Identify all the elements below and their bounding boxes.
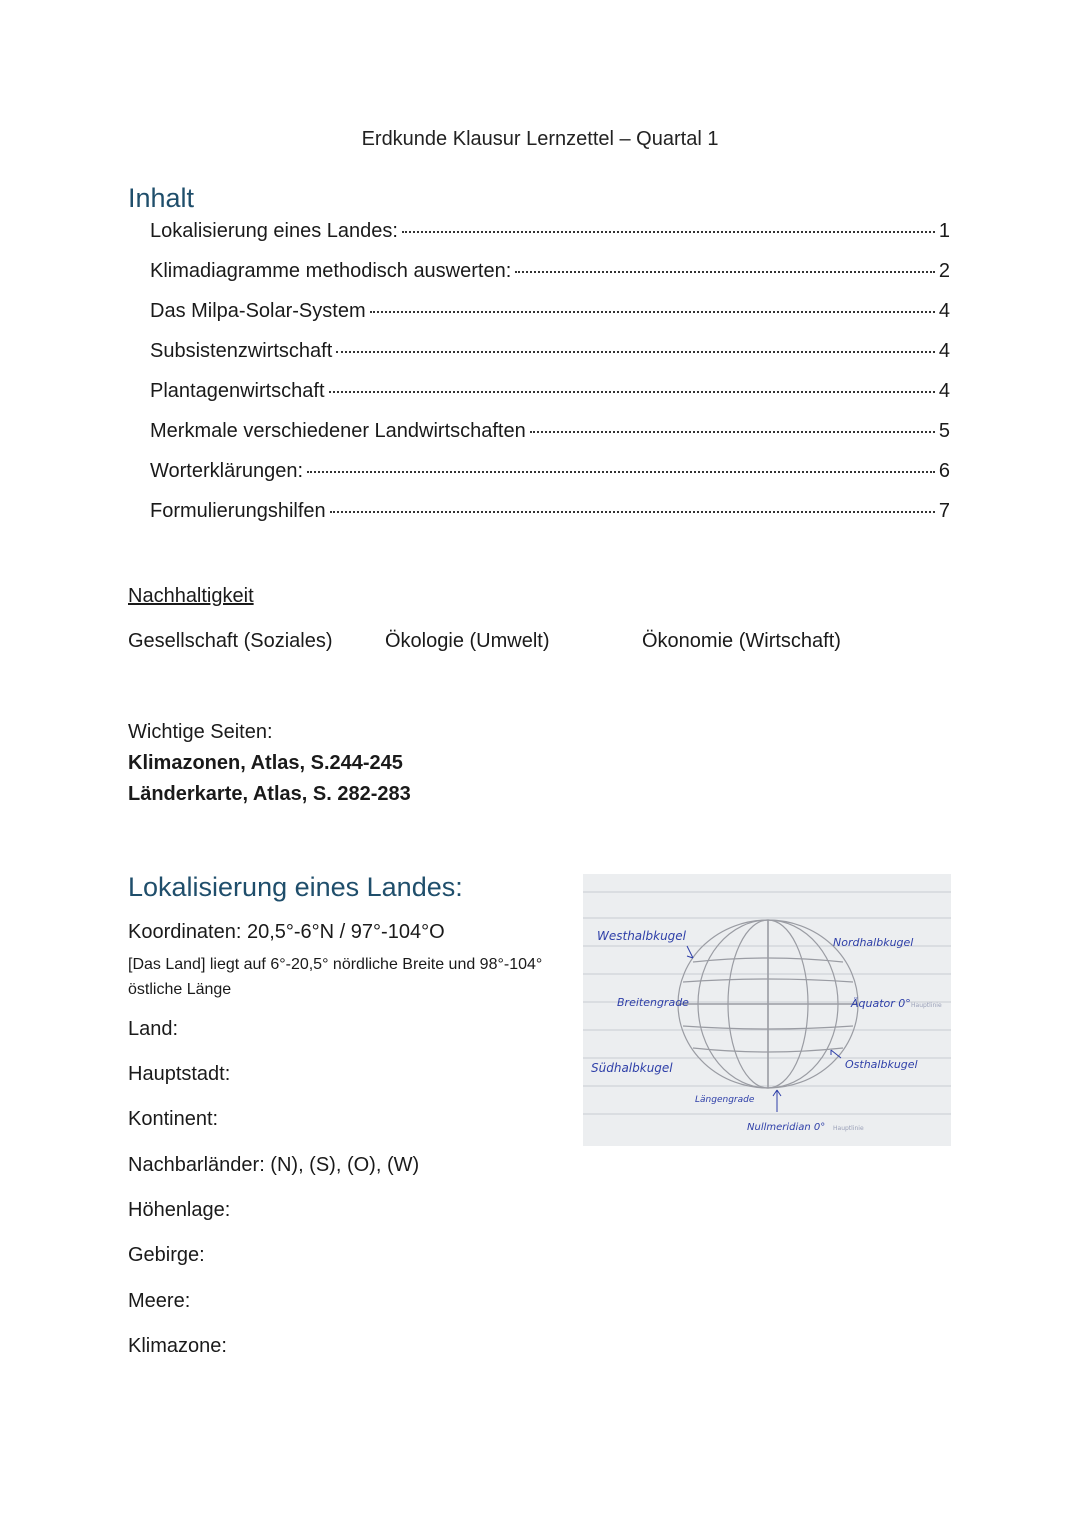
toc-leader-dots [336, 351, 935, 353]
toc-entry-label: Worterklärungen: [150, 460, 304, 482]
label-meridian: Nullmeridian 0° [747, 1122, 826, 1133]
toc-entry[interactable] [150, 340, 950, 380]
toc-entry[interactable] [150, 460, 950, 500]
toc-leader-dots [515, 271, 935, 273]
toc-entry[interactable] [150, 300, 950, 340]
label-north: Nordhalbkugel [833, 936, 914, 949]
label-west: Westhalbkugel [597, 929, 687, 943]
toc-entry-label: Plantagenwirtschaft [150, 380, 325, 402]
sustainability-heading: Nachhaltigkeit [128, 585, 254, 607]
important-page-item: Klimazonen, Atlas, S.244-245 [128, 752, 403, 774]
label-equator: Äquator 0° [851, 997, 911, 1010]
globe-sketch-svg [583, 874, 951, 1146]
document-title: Erdkunde Klausur Lernzettel – Quartal 1 [361, 128, 719, 150]
toc-leader-dots [402, 231, 935, 233]
toc-entry[interactable] [150, 380, 950, 420]
field-mountains: Gebirge: [128, 1244, 205, 1266]
toc-entry-label: Subsistenzwirtschaft [150, 340, 333, 362]
table-of-contents [150, 220, 950, 540]
toc-entry-label: Das Milpa-Solar-System [150, 300, 366, 322]
globe-sketch-photo [583, 874, 951, 1146]
label-meridian-small: Hauptlinie [833, 1125, 864, 1132]
toc-entry[interactable] [150, 420, 950, 460]
toc-entry[interactable] [150, 260, 950, 300]
label-south: Südhalbkugel [591, 1061, 673, 1075]
label-latitude: Breitengrade [617, 996, 689, 1009]
pillar-economy: Ökonomie (Wirtschaft) [642, 630, 841, 652]
toc-entry-page: 4 [938, 380, 950, 402]
toc-entry-page: 5 [938, 420, 950, 442]
toc-entry-label: Lokalisierung eines Landes: [150, 220, 398, 242]
pillar-society: Gesellschaft (Soziales) [128, 630, 333, 652]
toc-entry-label: Formulierungshilfen [150, 500, 326, 522]
toc-entry-page: 4 [938, 300, 950, 322]
toc-heading: Inhalt [128, 183, 195, 213]
field-land: Land: [128, 1018, 179, 1040]
field-neighbors: Nachbarländer: (N), (S), (O), (W) [128, 1154, 420, 1176]
toc-entry-label: Klimadiagramme methodisch auswerten: [150, 260, 512, 282]
toc-entry-page: 6 [938, 460, 950, 482]
label-equator-small: Hauptlinie [911, 1002, 942, 1009]
toc-leader-dots [530, 431, 935, 433]
label-east: Osthalbkugel [845, 1058, 918, 1071]
toc-leader-dots [307, 471, 935, 473]
field-altitude: Höhenlage: [128, 1199, 231, 1221]
toc-entry-page: 2 [938, 260, 950, 282]
coordinates-line: Koordinaten: 20,5°-6°N / 97°-104°O [128, 921, 445, 943]
field-seas: Meere: [128, 1290, 191, 1312]
toc-entry-label: Merkmale verschiedener Landwirtschaften [150, 420, 526, 442]
toc-entry-page: 4 [938, 340, 950, 362]
label-longitude: Längengrade [695, 1095, 755, 1105]
toc-entry-page: 7 [938, 500, 950, 522]
toc-leader-dots [370, 311, 935, 313]
important-pages-label: Wichtige Seiten: [128, 721, 273, 743]
pillar-ecology: Ökologie (Umwelt) [385, 630, 550, 652]
toc-entry[interactable] [150, 500, 950, 540]
field-continent: Kontinent: [128, 1108, 219, 1130]
field-climate-zone: Klimazone: [128, 1335, 227, 1357]
field-capital: Hauptstadt: [128, 1063, 231, 1085]
coordinates-note: [Das Land] liegt auf 6°-20,5° nördliche Breite und 98°-104° östliche Länge [128, 956, 543, 998]
important-page-item: Länderkarte, Atlas, S. 282-283 [128, 783, 411, 805]
localization-heading: Lokalisierung eines Landes: [128, 872, 463, 902]
toc-entry-page: 1 [938, 220, 950, 242]
toc-leader-dots [330, 511, 935, 513]
toc-entry[interactable] [150, 220, 950, 260]
toc-leader-dots [329, 391, 935, 393]
